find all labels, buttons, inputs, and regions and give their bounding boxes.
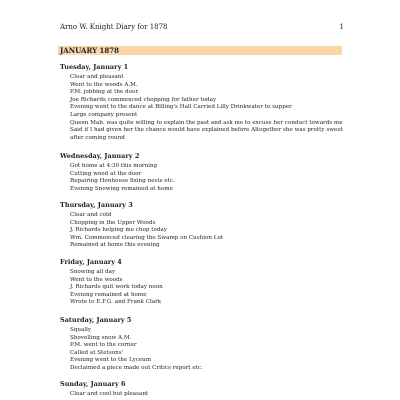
entry-line: Large company present [70, 111, 138, 118]
entry-date: Sunday, January 6 [60, 380, 126, 388]
entry-line: Squally [70, 327, 92, 333]
entry-date: Friday, January 4 [60, 258, 122, 266]
entry-lines [70, 327, 360, 373]
entry-lines [70, 163, 360, 193]
entry-line: Clear and cold [70, 212, 112, 218]
entry-date: Saturday, January 5 [60, 316, 132, 324]
entry-date: Tuesday, January 1 [60, 63, 129, 71]
entry-lines [70, 391, 360, 399]
entry-line: Joe Richards commenced chopping for father today [70, 96, 217, 103]
entry-line: J. Richards quit work today noon [70, 284, 163, 291]
entry-line: Remained at home this evening [70, 242, 160, 249]
entry-line: Queen Mab. was quite willing to explain the past and ask me to excuse her conduct towards me [70, 119, 343, 126]
entry-line: Went to the woods [70, 276, 123, 283]
entry-line: Wrote to E.F.G. and Frank Clark [70, 299, 162, 306]
month-heading: JANUARY 1878 [60, 46, 119, 55]
entry-line: P.M. jobbing at the door [70, 89, 138, 96]
entry-date: Thursday, January 3 [60, 201, 133, 209]
entry-date: Wednesday, January 2 [60, 152, 140, 160]
entry-line: Evening Snowing remained at home [70, 185, 173, 192]
entry-line: Declaimed a piece made out Critics report etc. [70, 364, 203, 371]
entry-line: Cutting wood at the door [70, 170, 142, 177]
entry-line: Repairing Henhouse fixing nests etc. [70, 178, 175, 185]
entry-line: Called at Stetsons' [70, 349, 124, 356]
entry-line: Wm. Commenced clearing the Swamp on Cushion Lot [70, 234, 224, 241]
entry-lines [70, 269, 360, 307]
page-header-title: Arno W. Knight Diary for 1878 [60, 23, 168, 31]
entry-line: Clear and cool but pleasant [70, 391, 149, 397]
entry-line: after coming round [70, 134, 125, 141]
entry-line: Shovelling snow A.M. [70, 334, 132, 341]
entry-line: Got home at 4:30 this morning [70, 163, 158, 169]
entry-line: Evening went to the Lyceum [70, 357, 152, 364]
entry-line: Snowing all day [70, 269, 116, 275]
entry-lines [70, 212, 360, 250]
page-number: 1 [339, 23, 344, 31]
entry-line: Clear and pleasant [70, 74, 124, 80]
entry-line: Evening remained at home [70, 291, 147, 298]
entry-line: P.M. went to the corner [70, 342, 137, 349]
entry-line: Went to the woods A.M. [70, 81, 138, 88]
page-header [60, 23, 344, 31]
entry-line: Evening went to the dance at Billing's Hall Carried Lilly Drinkwater to supper [70, 104, 292, 111]
entry-line: J. Richards helping me chop today [70, 227, 167, 234]
month-heading-bar [58, 46, 342, 55]
entry-line: Chopping in the Upper Woods [70, 219, 156, 226]
entry-lines [70, 74, 360, 142]
entry-line: Said if I had given her the chance would have explained before Altogether she was pretty sweet [70, 127, 343, 134]
